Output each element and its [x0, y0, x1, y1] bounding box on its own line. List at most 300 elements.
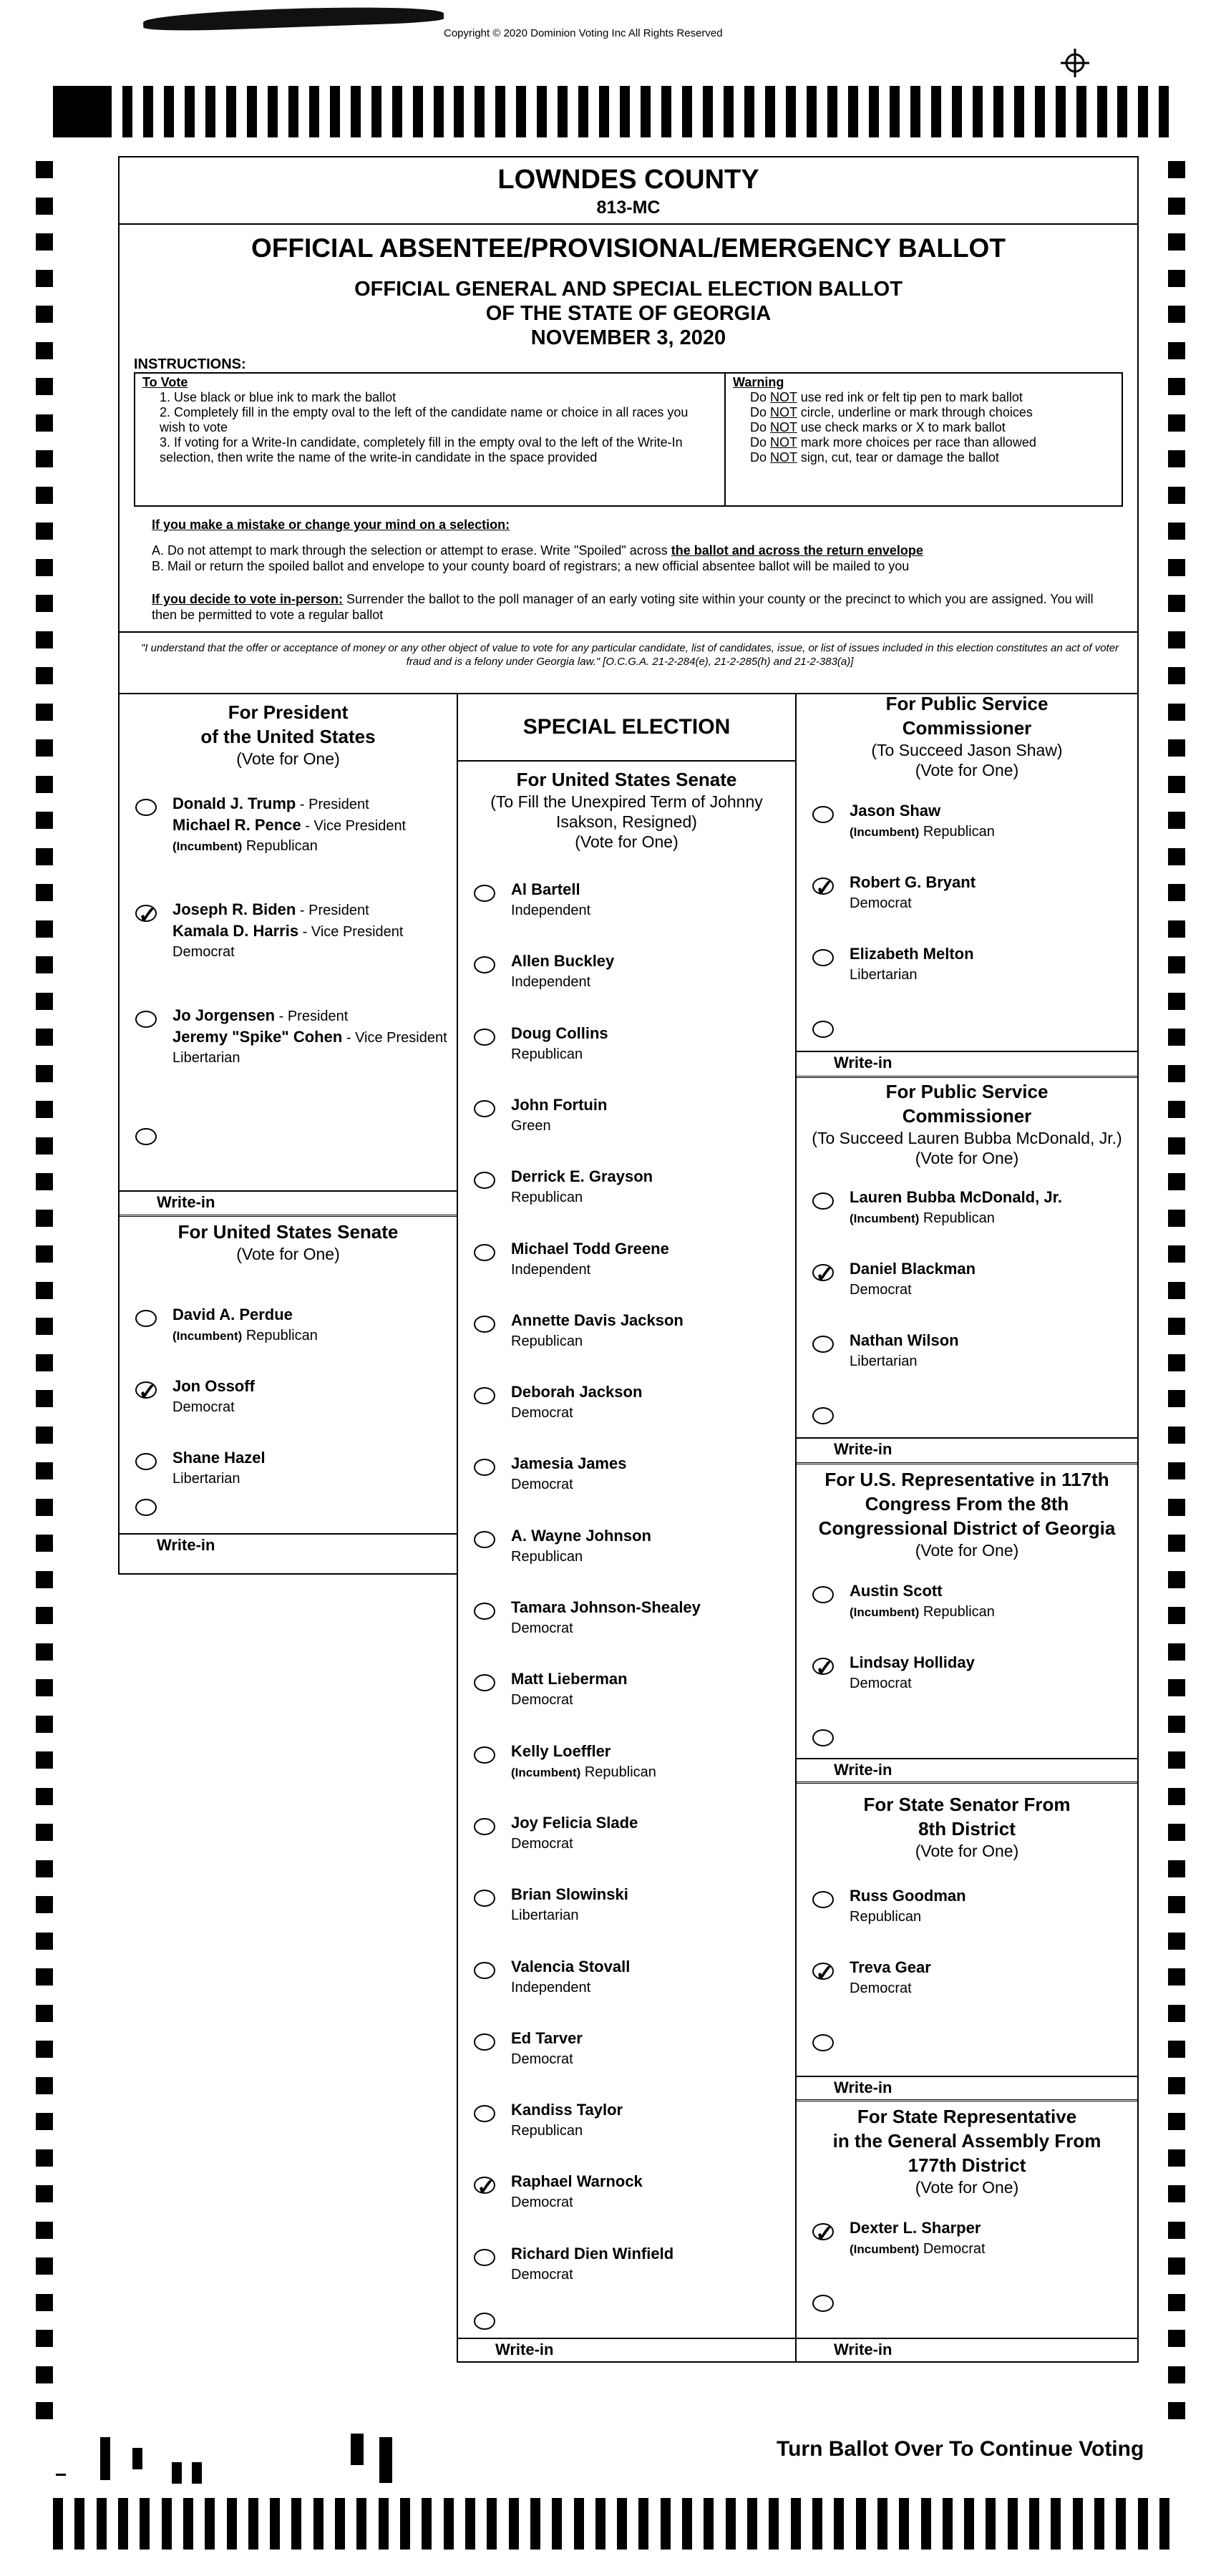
timing-square	[36, 884, 53, 901]
race-title: Commissioner	[902, 717, 1032, 739]
party-name: Democrat	[511, 1477, 573, 1493]
timing-bar	[434, 86, 444, 137]
timing-square	[36, 1426, 53, 1444]
timing-bar	[973, 86, 983, 137]
candidate-party	[511, 1905, 579, 1925]
timing-bar	[465, 2498, 475, 2550]
timing-bar	[578, 86, 588, 137]
timing-square	[36, 2185, 53, 2202]
vote-oval[interactable]	[812, 1407, 834, 1424]
timing-square	[36, 1282, 53, 1299]
timing-bar	[964, 2498, 974, 2550]
timing-bar	[574, 2498, 584, 2550]
timing-square	[36, 2041, 53, 2058]
warning-text: use check marks or X to mark ballot	[797, 420, 1006, 434]
timing-square	[36, 450, 53, 467]
timing-bar	[638, 2498, 648, 2550]
timing-square	[1168, 342, 1185, 359]
candidate-name: Al Bartell	[511, 880, 580, 898]
timing-bar	[952, 86, 962, 137]
timing-square	[36, 198, 53, 215]
candidate-name: Daniel Blackman	[850, 1260, 976, 1278]
race-state-senate	[797, 1785, 1137, 2107]
vote-oval[interactable]	[812, 949, 834, 966]
vote-oval[interactable]	[812, 1261, 835, 1287]
bottom-timing-marks	[53, 2498, 1169, 2550]
timing-bar	[599, 86, 609, 137]
candidate-party	[511, 2121, 583, 2141]
vote-oval[interactable]	[474, 1603, 495, 1620]
party-name: Libertarian	[172, 1050, 240, 1066]
candidate-name: Austin Scott	[850, 1582, 943, 1600]
vote-oval[interactable]	[812, 875, 835, 900]
timing-square	[1168, 1788, 1185, 1805]
party-name: Republican	[511, 2123, 583, 2139]
vote-oval[interactable]	[474, 1316, 495, 1333]
party-name: Libertarian	[850, 1353, 918, 1369]
vote-oval[interactable]	[812, 1021, 834, 1038]
timing-bar	[877, 2498, 887, 2550]
incumbent-label: (Incumbent)	[850, 1605, 920, 1619]
timing-bar	[309, 86, 319, 137]
timing-bar	[487, 2498, 497, 2550]
timing-square	[36, 378, 53, 395]
timing-bar	[921, 2498, 931, 2550]
timing-bar	[330, 86, 340, 137]
vote-oval[interactable]	[812, 1655, 835, 1681]
election-date: NOVEMBER 3, 2020	[530, 326, 726, 349]
timing-bar	[986, 2498, 996, 2550]
race-subtitle: (To Fill the Unexpired Term of Johnny	[490, 792, 763, 811]
instructions-heading: INSTRUCTIONS:	[134, 356, 246, 372]
timing-bar	[1159, 86, 1169, 137]
warning-prefix: Do	[750, 435, 771, 449]
candidate-party	[511, 1547, 583, 1567]
vote-oval[interactable]	[474, 956, 495, 973]
candidate-name: Kelly Loeffler	[511, 1741, 611, 1760]
timing-square	[36, 1173, 53, 1190]
candidate-name: Jason Shaw	[850, 802, 941, 820]
vote-oval[interactable]	[474, 1818, 495, 1835]
timing-square	[1168, 2366, 1185, 2383]
timing-bar	[1035, 86, 1045, 137]
candidate-party	[511, 900, 590, 920]
candidate-party	[511, 2265, 573, 2285]
candidate-name: A. Wayne Johnson	[511, 1526, 651, 1545]
vote-oval[interactable]	[812, 1192, 834, 1210]
timing-square	[36, 812, 53, 829]
candidate-name: Raphael Warnock	[511, 2172, 643, 2191]
to-vote-step-3: 3. If voting for a Write-In candidate, completely fill in the empty oval to the left of the Write-In selection, then write the name of the write-in candidate in the space provided	[160, 435, 683, 465]
mistake-step-a-emphasis: the ballot and across the return envelope	[671, 543, 923, 558]
timing-bar	[786, 86, 796, 137]
timing-square	[36, 1137, 53, 1155]
race-psc-shaw	[797, 693, 1137, 1071]
vote-oval[interactable]	[474, 1172, 495, 1189]
check-mark-icon: ✓	[815, 1261, 835, 1287]
timing-bar	[661, 86, 671, 137]
vote-oval[interactable]	[135, 1310, 157, 1327]
vote-oval[interactable]	[135, 902, 157, 928]
timing-square	[36, 1210, 53, 1227]
party-name: Libertarian	[172, 1471, 240, 1487]
vote-for-instruction: (Vote for One)	[915, 761, 1019, 779]
timing-square	[1168, 1318, 1185, 1335]
timing-square	[1168, 1426, 1185, 1444]
timing-square	[1168, 848, 1185, 865]
vote-oval[interactable]	[135, 1011, 157, 1028]
timing-bar	[1014, 86, 1024, 137]
timing-bar	[530, 2498, 540, 2550]
timing-bar	[704, 2498, 714, 2550]
incumbent-label: (Incumbent)	[172, 1329, 243, 1343]
candidate-name: Jon Ossoff	[172, 1377, 255, 1395]
timing-square	[1168, 306, 1185, 323]
president-name: Jo Jorgensen	[172, 1006, 276, 1024]
vice-president-name-line	[172, 920, 403, 943]
timing-square	[1168, 1065, 1185, 1082]
timing-bar	[807, 86, 817, 137]
timing-square	[36, 414, 53, 432]
vote-oval[interactable]	[135, 1128, 157, 1145]
id-mark	[351, 2434, 364, 2465]
mistake-step-a: A. Do not attempt to mark through the selection or attempt to erase. Write "Spoiled" across	[152, 543, 671, 558]
vice-president-name-line	[172, 1026, 447, 1049]
vote-oval[interactable]	[474, 1531, 495, 1548]
timing-square	[36, 1824, 53, 1841]
timing-bar	[1029, 2498, 1039, 2550]
vote-oval[interactable]	[474, 885, 495, 902]
party-name: Republican	[919, 1210, 995, 1226]
timing-bar	[744, 86, 754, 137]
ballot-type: OFFICIAL ABSENTEE/PROVISIONAL/EMERGENCY BALLOT	[251, 233, 1006, 263]
vote-oval[interactable]	[474, 2313, 495, 2330]
timing-bar	[183, 2498, 193, 2550]
candidate-name: Nathan Wilson	[850, 1331, 959, 1349]
timing-square	[1168, 1607, 1185, 1624]
timing-square	[1168, 2330, 1185, 2347]
vote-oval[interactable]	[474, 1962, 495, 1979]
in-person-instructions	[152, 591, 1111, 623]
incumbent-label: (Incumbent)	[850, 2242, 920, 2256]
timing-bar	[516, 86, 526, 137]
check-mark-icon: ✓	[815, 1960, 835, 1986]
vote-oval[interactable]	[474, 2174, 496, 2200]
warning-not: NOT	[770, 435, 797, 449]
timing-square	[36, 1390, 53, 1407]
party-name: Democrat	[511, 2195, 573, 2211]
timing-bar	[1138, 2498, 1148, 2550]
right-timing-marks	[1168, 161, 1185, 2439]
candidate-name: Ed Tarver	[511, 2028, 583, 2047]
timing-bar	[827, 86, 837, 137]
candidate-party	[511, 1116, 551, 1136]
candidate-party	[511, 2192, 573, 2212]
timing-square	[36, 559, 53, 576]
party-name: Democrat	[511, 1692, 573, 1709]
copyright-notice: Copyright © 2020 Dominion Voting Inc All Rights Reserved	[444, 27, 723, 39]
ballot-header	[118, 156, 1139, 694]
race-title: For Public Service	[885, 1081, 1049, 1102]
vote-oval[interactable]	[474, 1746, 495, 1764]
timing-bar	[747, 2498, 757, 2550]
candidate-party	[850, 1673, 912, 1693]
timing-square	[36, 1968, 53, 1986]
party-name: Republican	[919, 824, 995, 840]
vote-oval[interactable]	[474, 2105, 495, 2122]
timing-square	[1168, 270, 1185, 287]
timing-bar	[248, 2498, 258, 2550]
timing-square	[1168, 884, 1185, 901]
vote-for-instruction: (Vote for One)	[915, 1541, 1019, 1560]
timing-bar	[765, 86, 775, 137]
candidate-party	[511, 1331, 583, 1351]
party-name: Democrat	[511, 1405, 573, 1421]
race-title: For President	[228, 701, 349, 723]
timing-square	[1168, 1643, 1185, 1661]
party-name: Republican	[919, 1604, 995, 1620]
timing-bar	[620, 86, 630, 137]
timing-bar	[164, 86, 174, 137]
vote-for-instruction: (Vote for One)	[575, 832, 678, 851]
timing-square	[1168, 1679, 1185, 1696]
timing-square	[36, 306, 53, 323]
vote-oval[interactable]	[474, 1100, 495, 1117]
check-mark-icon: ✓	[815, 1655, 835, 1681]
timing-bar	[856, 2498, 866, 2550]
vote-oval[interactable]	[812, 2034, 834, 2051]
race-president	[120, 693, 457, 1211]
timing-square	[1168, 1245, 1185, 1263]
write-in-line: Write-in	[797, 2338, 1137, 2361]
timing-square	[1168, 1354, 1185, 1371]
timing-bar	[400, 2498, 410, 2550]
timing-square	[36, 2222, 53, 2239]
check-mark-icon: ✓	[477, 2174, 496, 2200]
vice-president-role: - Vice President	[298, 924, 404, 940]
timing-square	[1168, 378, 1185, 395]
timing-bar	[848, 86, 858, 137]
candidate-party	[511, 1474, 573, 1494]
vote-oval[interactable]	[474, 1244, 495, 1261]
candidate-party	[850, 1978, 912, 1998]
vote-oval[interactable]	[135, 1499, 157, 1516]
timing-square	[1168, 2402, 1185, 2419]
warning-not: NOT	[770, 420, 797, 434]
candidate-name: Tamara Johnson-Shealey	[511, 1598, 701, 1616]
timing-square	[36, 2294, 53, 2311]
timing-square	[36, 1354, 53, 1371]
timing-bar	[97, 2498, 107, 2550]
timing-bar	[869, 86, 879, 137]
timing-square	[1168, 1571, 1185, 1588]
id-mark	[172, 2462, 182, 2484]
incumbent-label: (Incumbent)	[850, 825, 920, 839]
timing-square	[1168, 487, 1185, 504]
voter-fraud-affirmation: "I understand that the offer or acceptance of money or any other object of value to vote for any particular candidate, list of candidates, issue, or list of issues included in this election constitutes an act of voter fraud and is a felony under Georgia law." [O.C.G.A. 21-2-284(e), 21-2-285(h) and 21-2-383(a)]	[140, 642, 1119, 668]
vote-oval[interactable]	[474, 1459, 495, 1476]
timing-square	[36, 2113, 53, 2130]
timing-square	[36, 1896, 53, 1913]
timing-square	[1168, 920, 1185, 938]
president-role: - President	[296, 797, 369, 812]
timing-bar	[537, 86, 547, 137]
party-name: Democrat	[172, 944, 235, 960]
id-mark	[100, 2437, 110, 2480]
timing-square	[36, 1643, 53, 1661]
timing-bar	[454, 86, 464, 137]
race-subtitle: (To Succeed Jason Shaw)	[871, 741, 1063, 759]
write-in-line: Write-in	[120, 1533, 457, 1556]
party-name: Republican	[511, 1190, 583, 1206]
timing-bar	[617, 2498, 627, 2550]
candidate-party	[850, 1280, 912, 1300]
vote-oval[interactable]	[812, 1960, 835, 1986]
warning-item	[750, 435, 1114, 450]
timing-square	[36, 523, 53, 540]
timing-bar	[313, 2498, 324, 2550]
warning-text: circle, underline or mark through choices	[797, 405, 1033, 419]
timing-square	[36, 595, 53, 612]
president-name-line	[172, 899, 369, 921]
vote-oval[interactable]	[474, 1029, 495, 1046]
timing-bar	[356, 2498, 366, 2550]
timing-bar	[1008, 2498, 1018, 2550]
timing-square	[1168, 1462, 1185, 1479]
candidate-name: Annette Davis Jackson	[511, 1311, 684, 1329]
race-us-representative	[797, 1466, 1137, 1788]
timing-square	[1168, 414, 1185, 432]
timing-square	[1168, 776, 1185, 793]
vote-oval[interactable]	[474, 1890, 495, 1907]
vote-oval[interactable]	[474, 2033, 495, 2051]
candidate-name: Doug Collins	[511, 1024, 608, 1042]
vote-oval[interactable]	[135, 799, 157, 816]
party-name: Independent	[511, 1979, 591, 1996]
timing-bar	[53, 86, 112, 137]
party-name: Republican	[511, 1046, 583, 1062]
party-name: Independent	[511, 1261, 591, 1278]
race-title: For State Senator From	[863, 1794, 1071, 1815]
timing-square	[36, 2330, 53, 2347]
warning-heading: Warning	[733, 375, 784, 389]
timing-square	[1168, 631, 1185, 648]
warning-item	[750, 390, 1114, 405]
ballot-code: 813-MC	[596, 198, 661, 218]
timing-square	[36, 848, 53, 865]
vote-oval[interactable]	[812, 1336, 834, 1353]
check-mark-icon: ✓	[138, 902, 157, 928]
timing-square	[36, 1499, 53, 1516]
timing-bar	[682, 2498, 692, 2550]
vote-oval[interactable]	[812, 1729, 834, 1746]
timing-square	[36, 487, 53, 504]
timing-square	[1168, 161, 1185, 178]
vote-for-instruction: (Vote for One)	[915, 1842, 1019, 1860]
to-vote-step-2: 2. Completely fill in the empty oval to the left of the candidate name or choice in all races you wish to vote	[160, 405, 689, 434]
vote-oval[interactable]	[474, 1674, 495, 1691]
vice-president-name: Jeremy "Spike" Cohen	[172, 1028, 343, 1046]
race-title: 177th District	[908, 2154, 1026, 2176]
timing-square	[1168, 739, 1185, 757]
timing-bar	[552, 2498, 562, 2550]
column-left	[118, 693, 458, 1575]
candidate-party	[172, 1469, 240, 1489]
candidate-party	[850, 1208, 995, 1229]
vote-oval[interactable]	[135, 1379, 157, 1404]
warning-prefix: Do	[750, 405, 771, 419]
write-in-line: Write-in	[797, 1758, 1137, 1781]
president-role: - President	[275, 1008, 349, 1024]
timing-square	[36, 2402, 53, 2419]
timing-square	[1168, 233, 1185, 251]
warning-text: sign, cut, tear or damage the ballot	[797, 450, 999, 465]
race-divider	[797, 1462, 1137, 1464]
timing-bar	[943, 2498, 953, 2550]
timing-square	[1168, 198, 1185, 215]
timing-bar	[1076, 86, 1086, 137]
warning-section	[726, 374, 1122, 505]
timing-bar	[291, 2498, 301, 2550]
vice-president-name: Michael R. Pence	[172, 816, 301, 834]
vote-oval[interactable]	[474, 1387, 495, 1404]
party-name: Republican	[511, 1548, 583, 1565]
timing-square	[1168, 1029, 1185, 1046]
race-special-us-senate	[458, 763, 795, 852]
race-psc-mcdonald	[797, 1079, 1137, 1458]
candidate-name: Joy Felicia Slade	[511, 1813, 638, 1832]
candidate-name: Deborah Jackson	[511, 1383, 643, 1401]
timing-bar	[205, 2498, 215, 2550]
vote-oval[interactable]	[812, 2220, 835, 2246]
timing-square	[1168, 450, 1185, 467]
vice-president-name: Kamala D. Harris	[172, 922, 299, 940]
column-middle	[457, 693, 797, 2363]
candidate-name: Brian Slowinski	[511, 1885, 628, 1904]
vote-oval[interactable]	[812, 1586, 834, 1603]
race-title: For State Representative	[857, 2106, 1077, 2127]
id-mark	[132, 2448, 142, 2469]
timing-bar	[558, 86, 568, 137]
vote-oval[interactable]	[812, 1891, 834, 1908]
candidate-name: Treva Gear	[850, 1958, 931, 1976]
timing-bar	[703, 86, 713, 137]
race-title: in the General Assembly From	[832, 2130, 1101, 2152]
timing-square	[36, 2077, 53, 2094]
timing-square	[36, 920, 53, 938]
timing-square	[36, 776, 53, 793]
election-title-line1: OFFICIAL GENERAL AND SPECIAL ELECTION BALLOT	[354, 278, 903, 301]
timing-bar	[1117, 86, 1127, 137]
timing-square	[1168, 1716, 1185, 1733]
timing-square	[1168, 1137, 1185, 1155]
candidate-name: Richard Dien Winfield	[511, 2244, 674, 2262]
warning-prefix: Do	[750, 450, 771, 465]
candidate-party	[172, 1326, 318, 1346]
county-name: LOWNDES COUNTY	[497, 165, 759, 195]
write-in-line: Write-in	[458, 2338, 795, 2361]
vote-oval[interactable]	[812, 806, 834, 823]
warning-prefix: Do	[750, 390, 771, 404]
timing-bar	[890, 86, 900, 137]
party-name: Republican	[242, 1328, 318, 1343]
vote-oval[interactable]	[135, 1453, 157, 1470]
timing-square	[36, 1716, 53, 1733]
vote-oval[interactable]	[812, 2295, 834, 2312]
timing-square	[36, 2257, 53, 2275]
vice-president-role: - Vice President	[342, 1030, 447, 1046]
vote-oval[interactable]	[474, 2249, 495, 2266]
